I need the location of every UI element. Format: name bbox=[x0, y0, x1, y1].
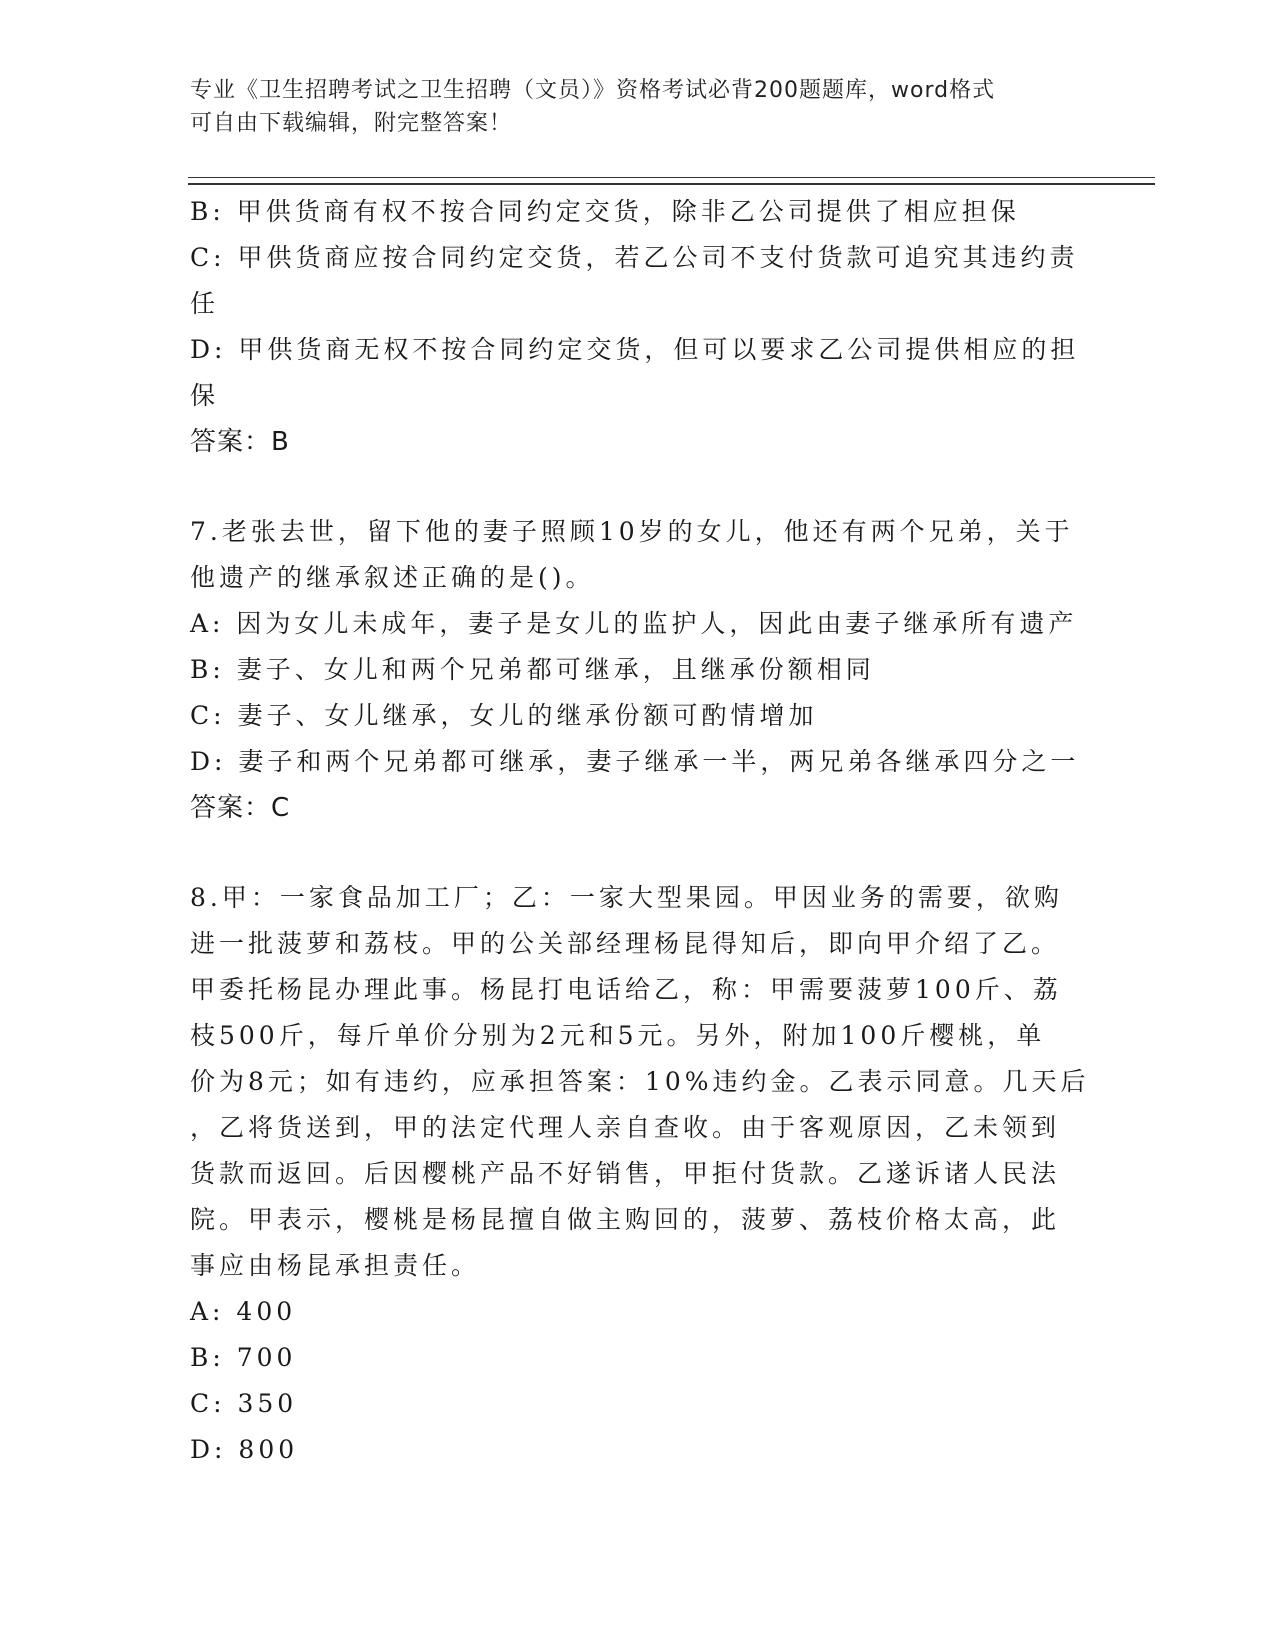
q8-stem-line-5: 价为8元；如有违约，应承担答案：10%违约金。乙表示同意。几天后 bbox=[190, 1067, 1090, 1096]
q7-option-a: A: 因为女儿未成年，妻子是女儿的监护人，因此由妻子继承所有遗产 bbox=[190, 609, 1078, 638]
q7-stem-line-2: 他遗产的继承叙述正确的是()。 bbox=[190, 563, 595, 592]
q8-option-b: B: 700 bbox=[190, 1343, 297, 1372]
q8-stem-line-1: 8.甲：一家食品加工厂；乙：一家大型果园。甲因业务的需要，欲购 bbox=[190, 883, 1063, 912]
q7-answer: 答案：C bbox=[190, 793, 291, 823]
question-6-block bbox=[190, 189, 1080, 465]
q6-option-c-line-2: 任 bbox=[190, 289, 220, 318]
q8-stem-line-6: ，乙将货送到，甲的法定代理人亲自查收。由于客观原因，乙未领到 bbox=[190, 1113, 1061, 1142]
header-title-line-2: 可自由下载编辑，附完整答案！ bbox=[190, 111, 513, 136]
spacer bbox=[190, 465, 1070, 509]
q6-option-c-line-1: C: 甲供货商应按合同约定交货，若乙公司不支付货款可追究其违约责 bbox=[190, 243, 1079, 272]
q7-option-d: D: 妻子和两个兄弟都可继承，妻子继承一半，两兄弟各继承四分之一 bbox=[190, 747, 1080, 776]
q8-stem-line-3: 甲委托杨昆办理此事。杨昆打电话给乙，称：甲需要菠萝100斤、荔 bbox=[190, 975, 1062, 1004]
q6-option-d-line-2: 保 bbox=[190, 381, 220, 410]
q8-stem-line-4: 枝500斤，每斤单价分别为2元和5元。另外，附加100斤樱桃，单 bbox=[190, 1021, 1046, 1050]
q6-option-d-line-1: D: 甲供货商无权不按合同约定交货，但可以要求乙公司提供相应的担 bbox=[190, 335, 1080, 364]
spacer bbox=[190, 831, 1070, 875]
question-7-block bbox=[190, 509, 1080, 831]
q8-option-a: A: 400 bbox=[190, 1297, 297, 1326]
header-divider-thin bbox=[188, 177, 1155, 178]
page-header bbox=[190, 74, 1070, 140]
q7-option-c: C: 妻子、女儿继承，女儿的继承份额可酌情增加 bbox=[190, 701, 818, 730]
q7-option-b: B: 妻子、女儿和两个兄弟都可继承，且继承份额相同 bbox=[190, 655, 875, 684]
q6-answer: 答案：B bbox=[190, 427, 290, 457]
q6-option-b: B: 甲供货商有权不按合同约定交货，除非乙公司提供了相应担保 bbox=[190, 197, 1020, 226]
header-divider-thick bbox=[188, 183, 1155, 185]
document-body bbox=[190, 189, 1090, 1473]
q8-stem-line-9: 事应由杨昆承担责任。 bbox=[190, 1251, 481, 1280]
q7-stem-line-1: 7.老张去世，留下他的妻子照顾10岁的女儿，他还有两个兄弟，关于 bbox=[190, 517, 1074, 546]
q8-option-d: D: 800 bbox=[190, 1435, 299, 1464]
q8-option-c: C: 350 bbox=[190, 1389, 298, 1418]
q8-stem-line-7: 货款而返回。后因樱桃产品不好销售，甲拒付货款。乙遂诉诸人民法 bbox=[190, 1159, 1061, 1188]
q8-stem-line-2: 进一批菠萝和荔枝。甲的公关部经理杨昆得知后，即向甲介绍了乙。 bbox=[190, 929, 1061, 958]
question-8-block bbox=[190, 875, 1090, 1473]
header-title-line-1: 专业《卫生招聘考试之卫生招聘（文员）》资格考试必背200题题库，word格式 bbox=[190, 78, 996, 103]
q8-stem-line-8: 院。甲表示，樱桃是杨昆擅自做主购回的，菠萝、荔枝价格太高，此 bbox=[190, 1205, 1061, 1234]
